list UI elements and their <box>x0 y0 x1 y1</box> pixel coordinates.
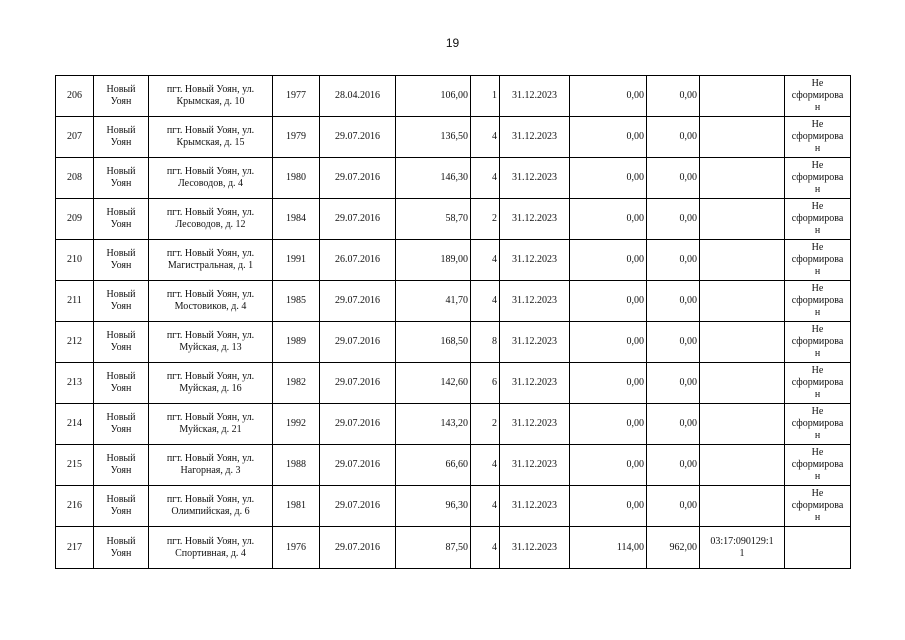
cell-status <box>785 445 851 486</box>
cell-address-line: пгт. Новый Уоян, ул. <box>166 535 255 547</box>
cell-locality <box>94 527 149 569</box>
cell-year: 1989 <box>273 322 320 363</box>
cell-year: 1979 <box>273 117 320 158</box>
cell-status-line: Не <box>811 119 824 130</box>
cell-status-line: Не <box>811 160 824 171</box>
cell-date: 29.07.2016 <box>320 322 396 363</box>
cell-address-line: Спортивная, д. 4 <box>175 547 246 559</box>
cell-address <box>149 281 273 322</box>
cell-cadastre <box>700 363 785 404</box>
cell-value-2: 0,00 <box>647 117 700 158</box>
cell-date: 28.04.2016 <box>320 76 396 117</box>
cell-value-2: 0,00 <box>647 445 700 486</box>
cell-year: 1985 <box>273 281 320 322</box>
cell-deadline: 31.12.2023 <box>500 486 570 527</box>
cell-area: 136,50 <box>396 117 471 158</box>
cell-locality <box>94 404 149 445</box>
cell-value-2: 962,00 <box>647 527 700 569</box>
cell-deadline: 31.12.2023 <box>500 527 570 569</box>
cell-address <box>149 158 273 199</box>
cell-area: 58,70 <box>396 199 471 240</box>
cell-area: 87,50 <box>396 527 471 569</box>
housing-table <box>55 75 851 569</box>
cell-date: 29.07.2016 <box>320 486 396 527</box>
cell-area: 146,30 <box>396 158 471 199</box>
cell-status <box>785 158 851 199</box>
cell-address-line: Магистральная, д. 1 <box>167 260 254 271</box>
cell-address-line: пгт. Новый Уоян, ул. <box>166 207 255 218</box>
cell-address <box>149 363 273 404</box>
cell-status-line: сформирова <box>791 459 844 470</box>
cell-date: 29.07.2016 <box>320 199 396 240</box>
cell-cadastre-line: 03:17:090129:1 <box>710 535 774 547</box>
cell-status-line: н <box>814 184 821 195</box>
cell-locality-line: Новый <box>106 125 136 136</box>
cell-value-1: 0,00 <box>570 117 647 158</box>
cell-cadastre-line: 1 <box>739 547 745 559</box>
cell-value-1: 0,00 <box>570 281 647 322</box>
cell-deadline: 31.12.2023 <box>500 404 570 445</box>
cell-address-line: Муйская, д. 13 <box>179 342 242 353</box>
cell-count: 2 <box>471 404 500 445</box>
cell-value-1: 0,00 <box>570 76 647 117</box>
cell-number: 211 <box>56 281 94 322</box>
cell-locality <box>94 281 149 322</box>
cell-address <box>149 322 273 363</box>
cell-address-line: Лесоводов, д. 12 <box>175 219 246 230</box>
cell-status-line: Не <box>811 242 824 253</box>
cell-area: 96,30 <box>396 486 471 527</box>
cell-address-line: пгт. Новый Уоян, ул. <box>166 371 255 382</box>
cell-year: 1977 <box>273 76 320 117</box>
cell-year: 1981 <box>273 486 320 527</box>
cell-address-line: Лесоводов, д. 4 <box>177 178 244 189</box>
cell-status <box>785 404 851 445</box>
cell-count: 4 <box>471 281 500 322</box>
cell-value-2: 0,00 <box>647 486 700 527</box>
table-row <box>56 527 851 569</box>
table-row <box>56 445 851 486</box>
cell-area: 189,00 <box>396 240 471 281</box>
cell-address-line: пгт. Новый Уоян, ул. <box>166 330 255 341</box>
cell-locality-line: Уоян <box>110 96 132 107</box>
cell-value-2: 0,00 <box>647 199 700 240</box>
cell-year: 1988 <box>273 445 320 486</box>
cell-status-line: сформирова <box>791 213 844 224</box>
cell-locality <box>94 486 149 527</box>
cell-year: 1982 <box>273 363 320 404</box>
cell-cadastre <box>700 527 785 569</box>
cell-locality-line: Уоян <box>110 424 132 435</box>
table-row <box>56 404 851 445</box>
cell-count: 6 <box>471 363 500 404</box>
cell-deadline: 31.12.2023 <box>500 158 570 199</box>
cell-date: 29.07.2016 <box>320 117 396 158</box>
cell-count: 2 <box>471 199 500 240</box>
cell-count: 8 <box>471 322 500 363</box>
cell-status-line: Не <box>811 201 824 212</box>
cell-number: 216 <box>56 486 94 527</box>
table-row <box>56 281 851 322</box>
cell-date: 29.07.2016 <box>320 363 396 404</box>
cell-locality-line: Уоян <box>110 137 132 148</box>
cell-year: 1976 <box>273 527 320 569</box>
cell-count: 1 <box>471 76 500 117</box>
cell-cadastre <box>700 322 785 363</box>
cell-status-line: Не <box>811 324 824 335</box>
cell-status <box>785 363 851 404</box>
cell-year: 1984 <box>273 199 320 240</box>
cell-status-line: Не <box>811 447 824 458</box>
cell-cadastre <box>700 404 785 445</box>
cell-cadastre <box>700 486 785 527</box>
cell-address <box>149 404 273 445</box>
cell-locality-line: Новый <box>106 330 136 341</box>
cell-date: 29.07.2016 <box>320 445 396 486</box>
cell-area: 66,60 <box>396 445 471 486</box>
cell-cadastre <box>700 240 785 281</box>
cell-value-2: 0,00 <box>647 158 700 199</box>
cell-count: 4 <box>471 527 500 569</box>
cell-count: 4 <box>471 445 500 486</box>
cell-status <box>785 76 851 117</box>
cell-area: 106,00 <box>396 76 471 117</box>
cell-status-line: н <box>814 389 821 400</box>
cell-status <box>785 117 851 158</box>
table-row <box>56 199 851 240</box>
cell-locality-line: Новый <box>106 207 136 218</box>
cell-value-1: 0,00 <box>570 158 647 199</box>
cell-count: 4 <box>471 117 500 158</box>
cell-date: 29.07.2016 <box>320 404 396 445</box>
cell-status <box>785 322 851 363</box>
cell-locality-line: Новый <box>106 371 136 382</box>
cell-address <box>149 486 273 527</box>
cell-deadline: 31.12.2023 <box>500 281 570 322</box>
cell-status-line: н <box>814 348 821 359</box>
cell-status-line: н <box>814 225 821 236</box>
cell-cadastre <box>700 76 785 117</box>
cell-value-1: 0,00 <box>570 363 647 404</box>
cell-address-line: пгт. Новый Уоян, ул. <box>166 494 255 505</box>
cell-value-2: 0,00 <box>647 322 700 363</box>
cell-address-line: Олимпийская, д. 6 <box>171 506 250 517</box>
table-row <box>56 76 851 117</box>
cell-value-1: 0,00 <box>570 199 647 240</box>
cell-status <box>785 527 851 569</box>
cell-value-2: 0,00 <box>647 76 700 117</box>
table-row <box>56 322 851 363</box>
cell-address-line: Крымская, д. 15 <box>176 137 245 148</box>
cell-locality <box>94 445 149 486</box>
cell-address-line: пгт. Новый Уоян, ул. <box>166 84 255 95</box>
cell-status-line: н <box>814 102 821 113</box>
cell-area: 41,70 <box>396 281 471 322</box>
cell-cadastre <box>700 445 785 486</box>
cell-area: 143,20 <box>396 404 471 445</box>
cell-status-line: сформирова <box>791 336 844 347</box>
cell-status-line: сформирова <box>791 172 844 183</box>
cell-address <box>149 240 273 281</box>
cell-number: 215 <box>56 445 94 486</box>
cell-address <box>149 117 273 158</box>
cell-number: 209 <box>56 199 94 240</box>
cell-locality-line: Новый <box>106 289 136 300</box>
cell-date: 29.07.2016 <box>320 158 396 199</box>
cell-number: 206 <box>56 76 94 117</box>
cell-year: 1991 <box>273 240 320 281</box>
cell-cadastre <box>700 199 785 240</box>
cell-deadline: 31.12.2023 <box>500 199 570 240</box>
cell-cadastre <box>700 158 785 199</box>
cell-locality-line: Новый <box>106 166 136 177</box>
cell-locality-line: Уоян <box>110 383 132 394</box>
cell-locality-line: Новый <box>106 412 136 423</box>
cell-status-line: сформирова <box>791 500 844 511</box>
cell-status-line: н <box>814 512 821 523</box>
cell-date: 29.07.2016 <box>320 527 396 569</box>
cell-value-2: 0,00 <box>647 281 700 322</box>
cell-area: 142,60 <box>396 363 471 404</box>
cell-locality-line: Уоян <box>110 342 132 353</box>
cell-address-line: пгт. Новый Уоян, ул. <box>166 248 255 259</box>
cell-count: 4 <box>471 158 500 199</box>
cell-area: 168,50 <box>396 322 471 363</box>
cell-locality <box>94 158 149 199</box>
cell-status-line: сформирова <box>791 295 844 306</box>
cell-status-line: сформирова <box>791 418 844 429</box>
cell-address <box>149 445 273 486</box>
cell-address-line: Крымская, д. 10 <box>176 96 245 107</box>
cell-address-line: пгт. Новый Уоян, ул. <box>166 412 255 423</box>
cell-value-2: 0,00 <box>647 240 700 281</box>
cell-locality-line: Уоян <box>110 547 132 559</box>
cell-address <box>149 199 273 240</box>
cell-number: 208 <box>56 158 94 199</box>
cell-deadline: 31.12.2023 <box>500 363 570 404</box>
cell-status-line: Не <box>811 365 824 376</box>
cell-status-line: н <box>814 307 821 318</box>
cell-cadastre <box>700 281 785 322</box>
cell-number: 207 <box>56 117 94 158</box>
cell-locality-line: Уоян <box>110 465 132 476</box>
table-row <box>56 158 851 199</box>
table-body <box>56 76 851 569</box>
cell-locality <box>94 76 149 117</box>
table-row <box>56 486 851 527</box>
cell-number: 217 <box>56 527 94 569</box>
cell-status-line: н <box>814 143 821 154</box>
cell-status-line: Не <box>811 406 824 417</box>
cell-year: 1980 <box>273 158 320 199</box>
page-number: 19 <box>445 36 460 50</box>
cell-number: 212 <box>56 322 94 363</box>
cell-locality-line: Уоян <box>110 506 132 517</box>
cell-locality <box>94 240 149 281</box>
cell-date: 29.07.2016 <box>320 281 396 322</box>
cell-number: 213 <box>56 363 94 404</box>
cell-value-2: 0,00 <box>647 404 700 445</box>
cell-value-2: 0,00 <box>647 363 700 404</box>
cell-locality-line: Уоян <box>110 178 132 189</box>
cell-address-line: пгт. Новый Уоян, ул. <box>166 125 255 136</box>
cell-deadline: 31.12.2023 <box>500 445 570 486</box>
cell-deadline: 31.12.2023 <box>500 322 570 363</box>
cell-address-line: Нагорная, д. 3 <box>180 465 241 476</box>
table-row <box>56 117 851 158</box>
cell-value-1: 0,00 <box>570 445 647 486</box>
cell-address-line: Муйская, д. 16 <box>179 383 242 394</box>
cell-locality <box>94 199 149 240</box>
cell-address-line: пгт. Новый Уоян, ул. <box>166 453 255 464</box>
cell-value-1: 0,00 <box>570 322 647 363</box>
cell-address <box>149 527 273 569</box>
cell-status <box>785 486 851 527</box>
table-row <box>56 363 851 404</box>
cell-status-line: н <box>814 430 821 441</box>
cell-locality-line: Новый <box>106 84 136 95</box>
cell-status-line: Не <box>811 283 824 294</box>
cell-value-1: 0,00 <box>570 486 647 527</box>
cell-locality-line: Новый <box>106 453 136 464</box>
cell-number: 214 <box>56 404 94 445</box>
cell-status-line: н <box>814 266 821 277</box>
cell-value-1: 0,00 <box>570 404 647 445</box>
cell-locality <box>94 363 149 404</box>
cell-locality <box>94 322 149 363</box>
cell-status-line: Не <box>811 78 824 89</box>
cell-count: 4 <box>471 486 500 527</box>
cell-status-line: сформирова <box>791 90 844 101</box>
cell-deadline: 31.12.2023 <box>500 117 570 158</box>
cell-status <box>785 240 851 281</box>
cell-address-line: пгт. Новый Уоян, ул. <box>166 166 255 177</box>
cell-status-line: Не <box>811 488 824 499</box>
cell-value-1: 114,00 <box>570 527 647 569</box>
cell-locality-line: Уоян <box>110 219 132 230</box>
cell-locality-line: Уоян <box>110 301 132 312</box>
cell-status <box>785 281 851 322</box>
cell-status <box>785 199 851 240</box>
cell-deadline: 31.12.2023 <box>500 240 570 281</box>
cell-locality-line: Новый <box>106 535 136 547</box>
cell-address-line: Мостовиков, д. 4 <box>174 301 247 312</box>
cell-deadline: 31.12.2023 <box>500 76 570 117</box>
cell-status-line: сформирова <box>791 254 844 265</box>
cell-value-1: 0,00 <box>570 240 647 281</box>
cell-locality <box>94 117 149 158</box>
cell-year: 1992 <box>273 404 320 445</box>
cell-date: 26.07.2016 <box>320 240 396 281</box>
cell-locality-line: Новый <box>106 248 136 259</box>
table-row <box>56 240 851 281</box>
cell-status-line: сформирова <box>791 377 844 388</box>
cell-number: 210 <box>56 240 94 281</box>
cell-status-line: сформирова <box>791 131 844 142</box>
cell-locality-line: Уоян <box>110 260 132 271</box>
cell-address-line: пгт. Новый Уоян, ул. <box>166 289 255 300</box>
cell-status-line: н <box>814 471 821 482</box>
cell-count: 4 <box>471 240 500 281</box>
cell-address-line: Муйская, д. 21 <box>179 424 242 435</box>
cell-cadastre <box>700 117 785 158</box>
cell-locality-line: Новый <box>106 494 136 505</box>
cell-address <box>149 76 273 117</box>
